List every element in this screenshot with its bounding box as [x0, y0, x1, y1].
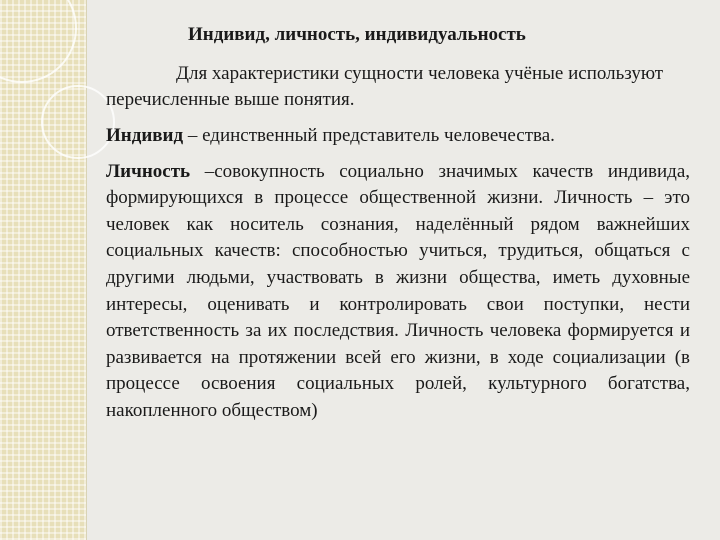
slide-title: Индивид, личность, индивидуальность — [188, 24, 526, 45]
decorative-side-band — [0, 0, 86, 540]
personality-definition-text: –совокупность социально значимых качеств индивида, формирующихся в процессе общественной жизни. Личность – это человек как носитель сознания, наделённый рядом важнейших социальных качеств: способностью учиться, трудиться, общаться с другими людьми, участвовать в жизни общества, иметь духовные интересы, оценивать и контролировать свои поступки, нести ответственность за их последствия. Личность человека формируется и развивается на протяжении всей его жизни, в ходе социализации (в процессе освоения социальных ролей, культурного богатства, накопленного обществом) — [106, 160, 690, 421]
personality-term: Личность — [106, 160, 191, 182]
band-divider — [86, 0, 87, 540]
individual-definition-text: – единственный представитель человечества. — [183, 124, 555, 146]
individual-term: Индивид — [106, 124, 184, 146]
intro-paragraph: Для характеристики сущности человека учёные используют перечисленные выше понятия. — [106, 62, 664, 111]
individual-definition — [106, 123, 690, 150]
personality-definition — [106, 159, 690, 425]
slide-content — [106, 24, 690, 434]
